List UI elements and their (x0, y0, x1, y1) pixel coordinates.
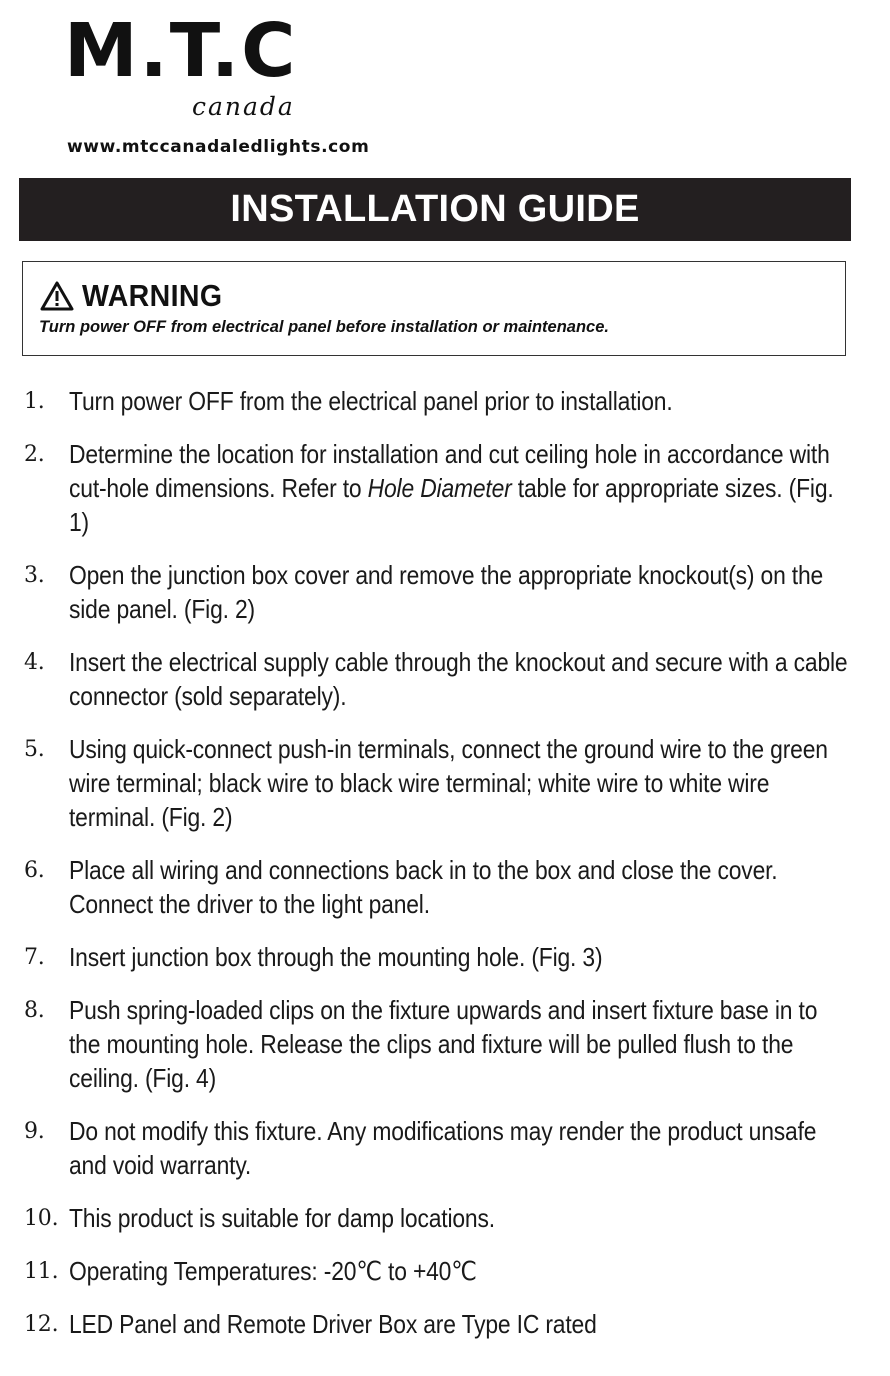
step-text: Turn power OFF from the electrical panel prior to installation. (69, 386, 673, 416)
installation-steps (24, 384, 854, 1360)
warning-label: WARNING (82, 278, 223, 313)
step-number: 12. (24, 1312, 59, 1337)
step-number: 10. (24, 1206, 59, 1231)
step-text: Using quick-connect push-in terminals, connect the ground wire to the green wire terminal; black wire to black wire terminal; white wire to white wire terminal. (Fig. 2) (69, 734, 828, 832)
warning-triangle-icon (40, 281, 74, 311)
step-1 (24, 384, 854, 418)
step-text: Operating Temperatures: -20℃ to +40℃ (69, 1256, 477, 1286)
step-text: Insert the electrical supply cable through the knockout and secure with a cable connector (sold separately). (69, 647, 848, 711)
step-text: LED Panel and Remote Driver Box are Type IC rated (69, 1309, 597, 1339)
step-text-after: table for appropriate sizes. (Fig. 1) (69, 473, 834, 537)
step-text-before: Determine the location for installation and cut ceiling hole in accordance with cut-hole dimensions. Refer to (69, 439, 830, 503)
page-title: INSTALLATION GUIDE (230, 188, 640, 230)
step-number: 5. (24, 737, 45, 762)
step-9 (24, 1114, 854, 1182)
step-number: 6. (24, 858, 45, 883)
warning-heading (40, 278, 235, 314)
logo-subtitle: canada (192, 92, 295, 121)
website-url: www.mtccanadaledlights.com (67, 137, 370, 157)
step-text (69, 437, 849, 539)
step-number: 11. (24, 1259, 59, 1284)
step-number: 3. (24, 563, 45, 588)
step-text: Open the junction box cover and remove the appropriate knockout(s) on the side panel. (Fig. 2) (69, 560, 824, 624)
step-number: 9. (24, 1119, 45, 1144)
step-5 (24, 732, 854, 834)
title-banner (19, 178, 851, 241)
step-8 (24, 993, 854, 1095)
warning-text: Turn power OFF from electrical panel before installation or maintenance. (39, 318, 609, 336)
step-text-emphasis: Hole Diameter (367, 473, 512, 503)
step-number: 1. (24, 389, 45, 414)
step-10 (24, 1201, 854, 1235)
warning-box (22, 261, 846, 356)
step-text: Place all wiring and connections back in to the box and close the cover. Connect the driver to the light panel. (69, 855, 778, 919)
step-text: This product is suitable for damp locations. (69, 1203, 495, 1233)
step-number: 2. (24, 442, 45, 467)
step-text: Push spring-loaded clips on the fixture upwards and insert fixture base in to the mounting hole. Release the clips and fixture will be pulled flush to the ceiling. (Fig. 4) (69, 995, 818, 1093)
step-4 (24, 645, 854, 713)
step-2 (24, 437, 854, 539)
step-number: 8. (24, 998, 45, 1023)
step-3 (24, 558, 854, 626)
step-text: Insert junction box through the mounting hole. (Fig. 3) (69, 942, 603, 972)
step-6 (24, 853, 854, 921)
brand-logo (64, 8, 304, 124)
step-11 (24, 1254, 854, 1288)
step-12 (24, 1307, 854, 1341)
step-number: 4. (24, 650, 45, 675)
step-7 (24, 940, 854, 974)
logo-wordmark: M.T.C (64, 8, 298, 94)
step-number: 7. (24, 945, 45, 970)
step-text: Do not modify this fixture. Any modifications may render the product unsafe and void warranty. (69, 1116, 817, 1180)
